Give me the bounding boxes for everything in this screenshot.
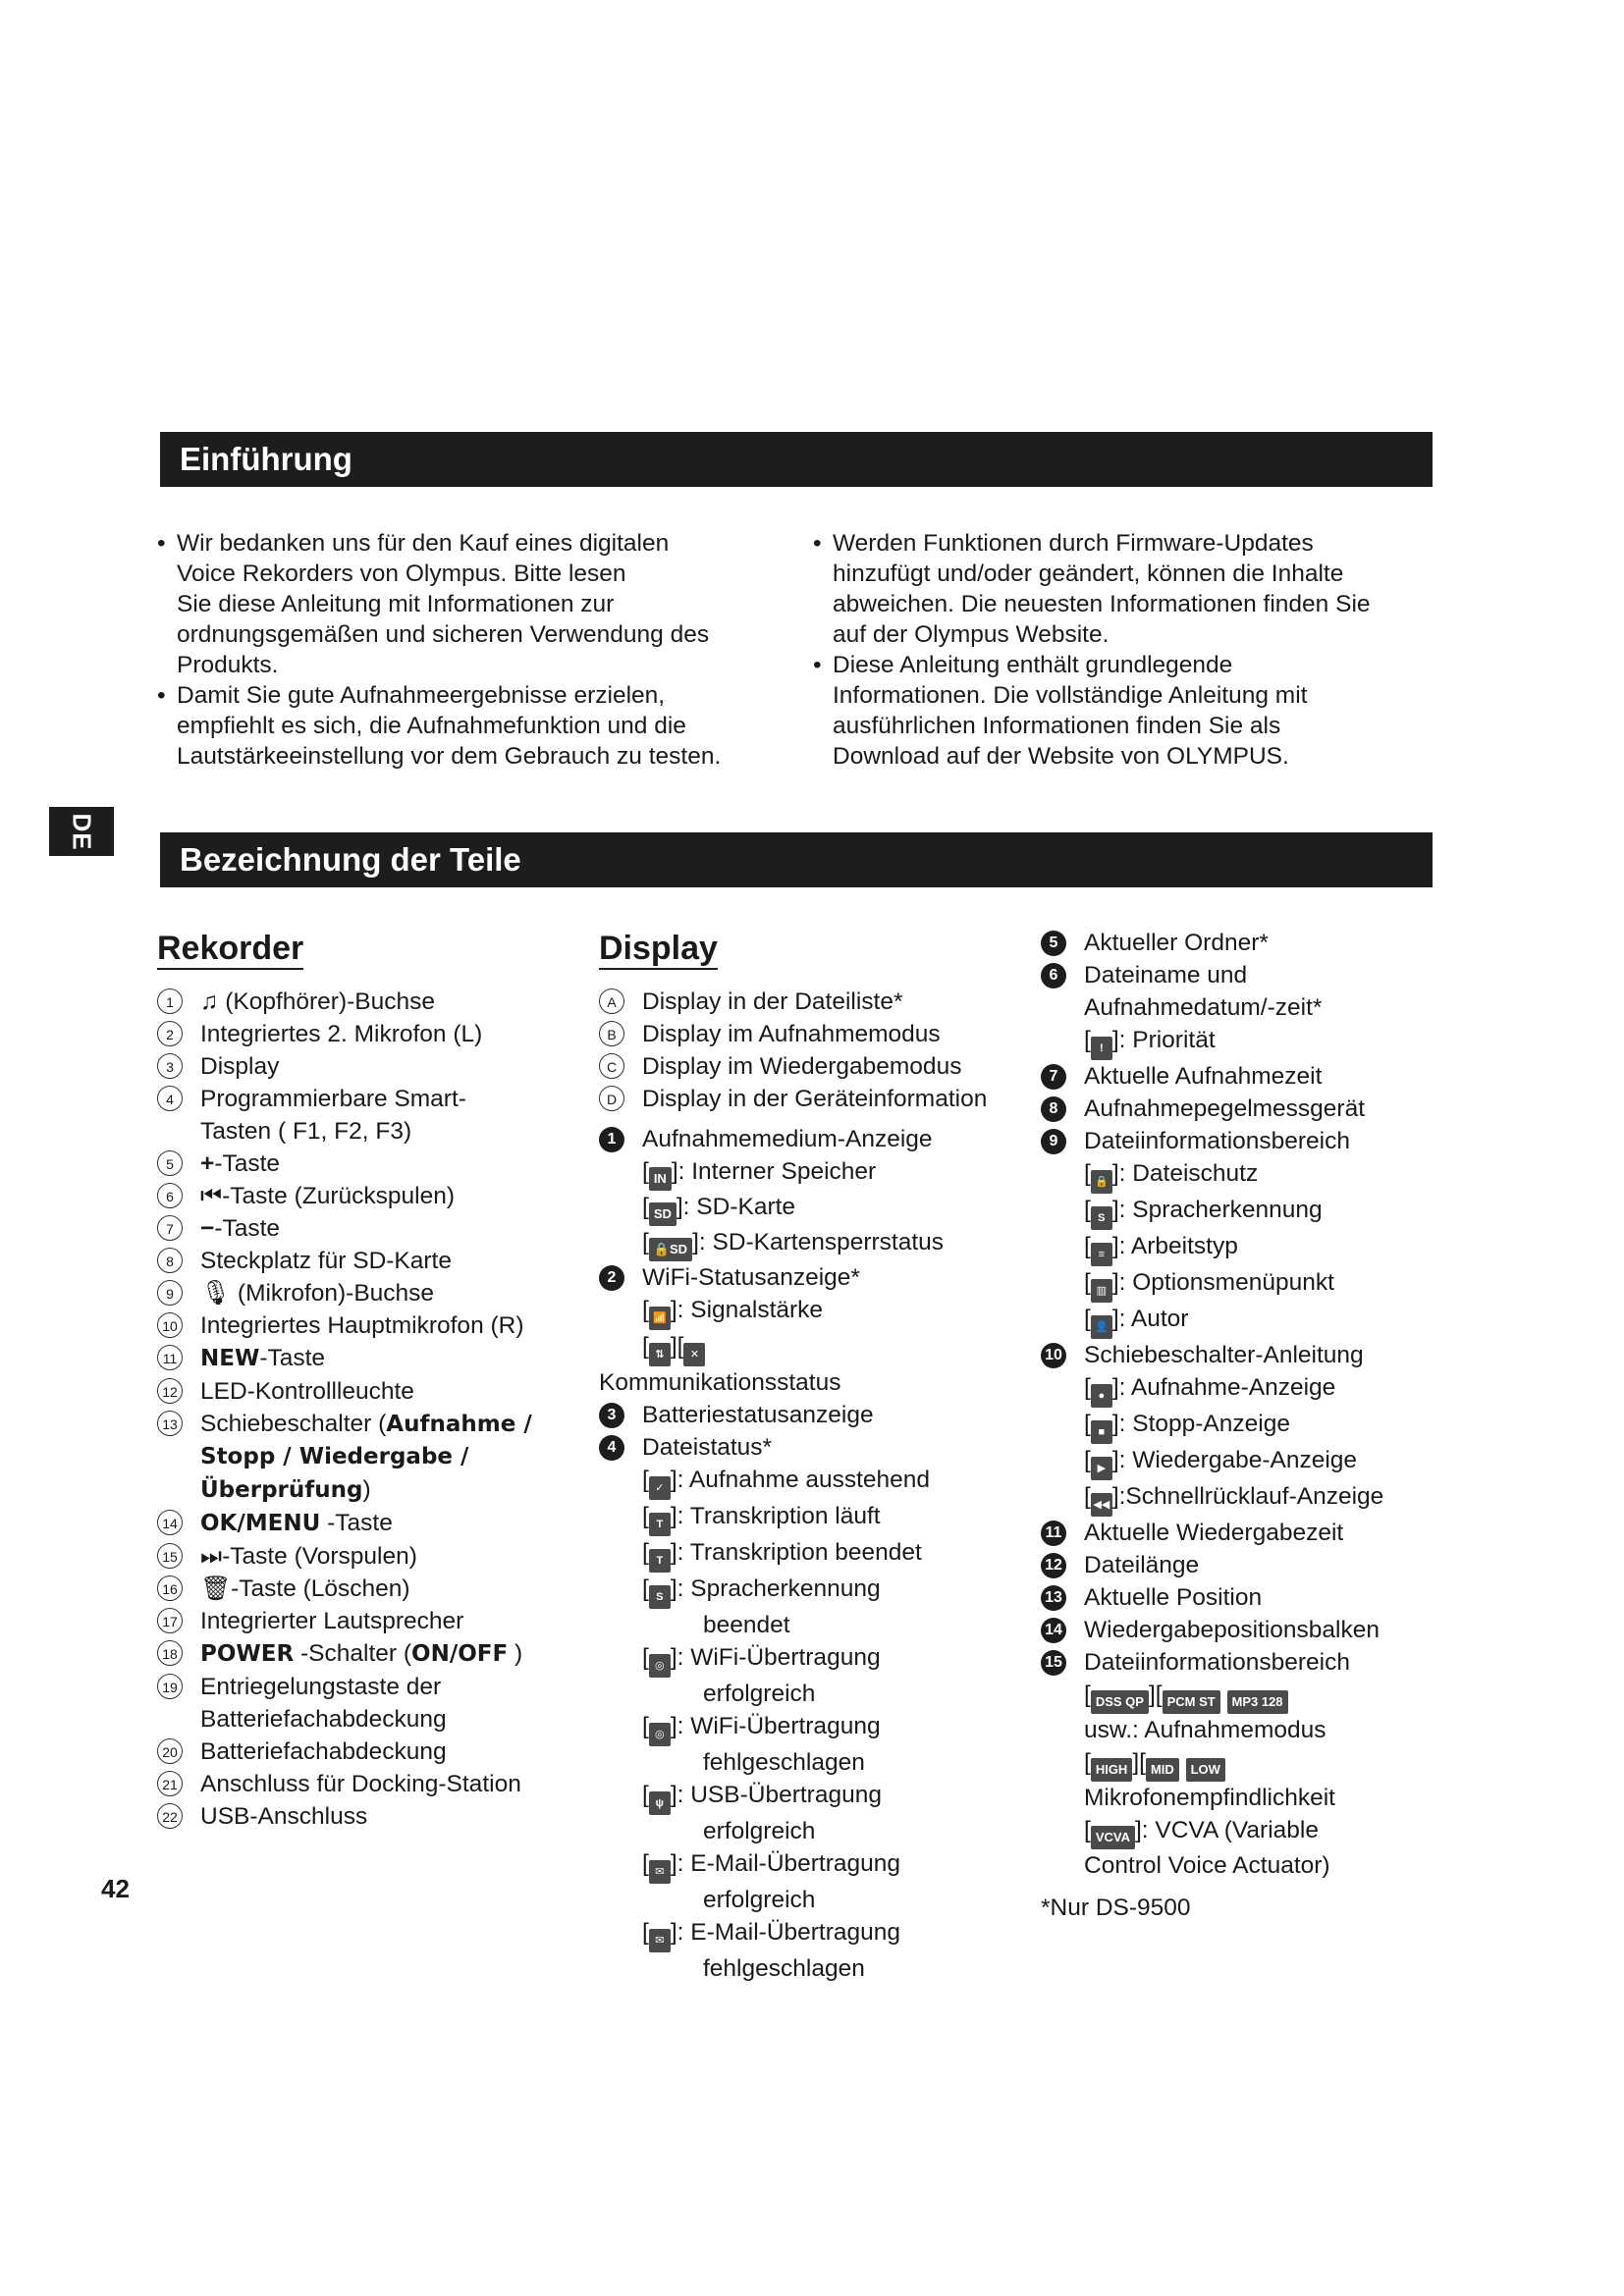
list-item [157, 1212, 589, 1245]
intro-bullet [157, 680, 785, 772]
text-line: • Diese Anleitung enthält grundlegende [833, 652, 1233, 678]
list-item [157, 1050, 589, 1083]
item-number: 17 [157, 1608, 183, 1633]
list-item [157, 1507, 589, 1540]
text-line: hinzufügt und/oder geändert, können die Inhalte [833, 561, 1344, 587]
item-number: 19 [157, 1674, 183, 1699]
text-line: • Damit Sie gute Aufnahmeergebnisse erzielen, [177, 682, 666, 709]
display-heading: Display [599, 929, 718, 970]
item-text: Wiedergabepositionsbalken [1084, 1617, 1380, 1643]
list-item [1041, 1060, 1453, 1093]
sub-text: ]: Spracherkennung [1111, 1197, 1323, 1223]
list-item [157, 1245, 589, 1277]
item-number: 12 [1041, 1553, 1066, 1578]
sub-item: [ IN ]: Interner Speicher [599, 1155, 1031, 1191]
sub-text: ]: Signalstärke [670, 1297, 824, 1323]
list-item [599, 1261, 1031, 1294]
sub-item: [ 🔒 ]: Dateischutz [1041, 1157, 1453, 1194]
text-line: auf der Olympus Website. [833, 621, 1110, 648]
sub-text: ]:Schnellrücklauf-Anzeige [1111, 1483, 1384, 1510]
section-header-einfuehrung [160, 432, 1433, 487]
list-item [157, 1605, 589, 1637]
sub-text-cont: erfolgreich [703, 1887, 816, 1913]
item-number: 12 [157, 1378, 183, 1404]
item-text: Programmierbare Smart- [200, 1086, 466, 1112]
item-number: 13 [1041, 1585, 1066, 1611]
sub-item: [ ◎ ]: WiFi-Übertragung fehlgeschlagen [599, 1710, 1031, 1779]
item-text: Batteriefachabdeckung [200, 1738, 447, 1765]
sub-item: [ 📶 ]: Signalstärke [599, 1294, 1031, 1330]
item-number: 6 [157, 1183, 183, 1208]
item-text: -Taste [214, 1150, 281, 1177]
item-bold-cont: Überprüfung [200, 1477, 363, 1503]
sub-item: [ 👤 ]: Autor [1041, 1303, 1453, 1339]
list-item [1041, 1549, 1453, 1581]
sub-text: ]: WiFi-Übertragung [670, 1713, 881, 1739]
sub-item: [ ≡ ]: Arbeitstyp [1041, 1230, 1453, 1266]
item-text: Schiebeschalter-Anleitung [1084, 1342, 1364, 1368]
sub-item: [ 🔒SD ]: SD-Kartensperrstatus [599, 1226, 1031, 1261]
list-item [1041, 1581, 1453, 1614]
internal-memory-icon: IN [649, 1167, 672, 1191]
item-number: 15 [157, 1543, 183, 1569]
item-bold: NEW [200, 1346, 260, 1371]
item-text: Display im Aufnahmemodus [642, 1021, 941, 1047]
list-item [1041, 1125, 1453, 1157]
item-text: -Taste [214, 1215, 281, 1242]
section-title: Einführung [180, 441, 352, 477]
item-number: 18 [157, 1640, 183, 1666]
item-number: 5 [1041, 931, 1066, 956]
item-text: (Mikrofon)-Buchse [237, 1280, 435, 1307]
sub-item: [ ◎ ]: WiFi-Übertragung erfolgreich [599, 1641, 1031, 1710]
item-number: 3 [157, 1053, 183, 1079]
list-item [157, 1540, 589, 1573]
item-text: Aufnahmemedium-Anzeige [642, 1126, 933, 1152]
item-text: Dateistatus* [642, 1434, 773, 1461]
item-number: 15 [1041, 1650, 1066, 1676]
item-text: LED-Kontrollleuchte [200, 1378, 414, 1405]
sd-lock-icon: 🔒SD [649, 1238, 692, 1261]
intro-bullet [157, 528, 785, 680]
item-text: Display in der Dateiliste* [642, 988, 903, 1015]
stop-icon: ■ [1091, 1420, 1112, 1444]
item-number: 16 [157, 1575, 183, 1601]
item-text: -Taste (Vorspulen) [222, 1543, 417, 1570]
item-bold-cont: Stopp / Wiedergabe / [200, 1444, 469, 1469]
rekorder-heading: Rekorder [157, 929, 303, 970]
text-line: • Werden Funktionen durch Firmware-Updates [833, 530, 1314, 557]
list-item [599, 1399, 1031, 1431]
email-failed-icon: ✉ [649, 1929, 671, 1952]
sub-item: [ VCVA ]: VCVA (Variable [1041, 1814, 1453, 1849]
email-success-icon: ✉ [649, 1860, 671, 1884]
item-text: Aktuelle Position [1084, 1584, 1263, 1611]
mic-text: Mikrofonempfindlichkeit [1084, 1785, 1335, 1811]
sub-text: Kommunikationsstatus [599, 1369, 841, 1396]
sub-text: ]: SD-Karte [676, 1194, 796, 1220]
item-number: 4 [157, 1086, 183, 1111]
list-item [157, 1671, 589, 1735]
sub-item: [ DSS QP ][ PCM ST MP3 128 [1041, 1679, 1453, 1714]
item-text: -Taste [259, 1345, 326, 1371]
sub-text: ]: Autor [1111, 1306, 1189, 1332]
item-text: -Taste (Zurückspulen) [222, 1183, 455, 1209]
list-item [157, 1309, 589, 1342]
sub-text-cont: beendet [703, 1612, 790, 1638]
item-text: USB-Anschluss [200, 1803, 368, 1830]
item-number: 21 [157, 1771, 183, 1796]
item-number: 14 [1041, 1618, 1066, 1643]
item-bold: POWER [200, 1641, 295, 1667]
text-line: Download auf der Website von OLYMPUS. [833, 743, 1289, 770]
sub-text-cont: erfolgreich [703, 1681, 816, 1707]
sub-text: ]: VCVA (Variable [1134, 1817, 1319, 1843]
text-line: Sie diese Anleitung mit Informationen zur [177, 591, 615, 617]
footnote: *Nur DS-9500 [1041, 1895, 1191, 1921]
text-line: abweichen. Die neuesten Informationen finden Sie [833, 591, 1371, 617]
item-text: Display im Wiedergabemodus [642, 1053, 962, 1080]
sub-text: ]: WiFi-Übertragung [670, 1644, 881, 1671]
item-number: 14 [157, 1510, 183, 1535]
list-item [157, 1083, 589, 1148]
sub-item: [ T ]: Transkription beendet [599, 1536, 1031, 1573]
list-item [1041, 1517, 1453, 1549]
mp3-mode-icon: MP3 128 [1227, 1690, 1288, 1714]
item-text: (Kopfhörer)-Buchse [225, 988, 435, 1015]
list-item [599, 1431, 1031, 1464]
display-column-right [1041, 927, 1453, 1924]
list-item [157, 1018, 589, 1050]
item-text: -Taste (Löschen) [231, 1575, 410, 1602]
text-line: empfiehlt es sich, die Aufnahmefunktion und die [177, 713, 686, 739]
intro-left-column [157, 528, 785, 772]
item-number: 9 [157, 1280, 183, 1306]
record-icon: ● [1091, 1384, 1112, 1408]
text-line: Informationen. Die vollständige Anleitung mit [833, 682, 1308, 709]
list-item [157, 1573, 589, 1605]
worktype-icon: ≡ [1091, 1243, 1112, 1266]
wifi-success-icon: ◎ [649, 1654, 671, 1678]
item-text: Aufnahmepegelmessgerät [1084, 1095, 1366, 1122]
list-item [157, 1768, 589, 1800]
list-item [1041, 959, 1453, 1024]
sub-text: ]: Dateischutz [1111, 1160, 1259, 1187]
sub-item: [ ◀◀ ]:Schnellrücklauf-Anzeige [1041, 1480, 1453, 1517]
text-line: Produkts. [177, 652, 279, 678]
sub-item: [ ✉ ]: E-Mail-Übertragung fehlgeschlagen [599, 1916, 1031, 1985]
sub-text-cont: erfolgreich [703, 1818, 816, 1844]
item-bold: ON/OFF [411, 1641, 509, 1667]
item-letter: C [599, 1053, 624, 1079]
list-item [157, 1800, 589, 1833]
sub-item: [ T ]: Transkription läuft [599, 1500, 1031, 1536]
mode-text: usw.: Aufnahmemodus [1084, 1717, 1326, 1743]
sub-item: [ ψ ]: USB-Übertragung erfolgreich [599, 1779, 1031, 1847]
item-text: Display [200, 1053, 280, 1080]
item-number: 4 [599, 1435, 624, 1461]
play-icon: ▶ [1091, 1457, 1112, 1480]
item-text: Dateiinformationsbereich [1084, 1128, 1350, 1154]
intro-bullet [813, 528, 1441, 650]
sub-text: ]: Transkription beendet [670, 1539, 922, 1566]
item-text: Aktueller Ordner* [1084, 930, 1269, 956]
wifi-failed-icon: ◎ [649, 1723, 671, 1746]
sub-text: ]: Aufnahme-Anzeige [1111, 1374, 1336, 1401]
sub-text: ]: Wiedergabe-Anzeige [1111, 1447, 1358, 1473]
item-text: Dateiname und [1084, 962, 1248, 988]
priority-icon: ! [1091, 1037, 1112, 1060]
item-text: Integriertes Hauptmikrofon (R) [200, 1312, 524, 1339]
sub-text: ]: Stopp-Anzeige [1111, 1411, 1290, 1437]
sub-item: [ ▥ ]: Optionsmenüpunkt [1041, 1266, 1453, 1303]
display-column [599, 929, 1031, 1985]
list-item [599, 1018, 1031, 1050]
sub-item: [ ■ ]: Stopp-Anzeige [1041, 1408, 1453, 1444]
minus-icon: − [200, 1215, 215, 1242]
intro-right-column [813, 528, 1441, 772]
item-number: 7 [157, 1215, 183, 1241]
speech-recognition-icon: S [649, 1585, 671, 1609]
usb-icon: ψ [649, 1791, 671, 1815]
transcribed-icon: T [649, 1549, 671, 1573]
sub-item: [ ✉ ]: E-Mail-Übertragung erfolgreich [599, 1847, 1031, 1916]
section-header-teile [160, 832, 1433, 887]
sub-text: ]: E-Mail-Übertragung [670, 1919, 901, 1946]
item-bold: OK/MENU [200, 1511, 321, 1536]
pcm-mode-icon: PCM ST [1163, 1690, 1220, 1714]
wifi-signal-icon: 📶 [649, 1307, 671, 1330]
sub-text: ]: SD-Kartensperrstatus [692, 1229, 945, 1255]
list-item [1041, 1093, 1453, 1125]
item-number: 9 [1041, 1129, 1066, 1154]
sub-text: ]: E-Mail-Übertragung [670, 1850, 901, 1877]
text-line: ordnungsgemäßen und sicheren Verwendung des [177, 621, 710, 648]
item-number: 6 [1041, 963, 1066, 988]
item-bold: Aufnahme / [386, 1412, 532, 1437]
language-tab-label: DE [67, 812, 97, 851]
item-text: Aktuelle Wiedergabezeit [1084, 1520, 1344, 1546]
item-number: 10 [1041, 1343, 1066, 1368]
rewind-icon: ⏮ [200, 1183, 223, 1209]
option-icon: ▥ [1091, 1279, 1112, 1303]
list-item [599, 1050, 1031, 1083]
item-text: Aktuelle Aufnahmezeit [1084, 1063, 1323, 1090]
item-text: -Taste [320, 1510, 393, 1536]
sub-text: ]: Optionsmenüpunkt [1111, 1269, 1334, 1296]
intro-bullet [813, 650, 1441, 772]
list-item [599, 1083, 1031, 1115]
list-item [157, 1148, 589, 1180]
item-text-cont: Aufnahmedatum/-zeit* [1084, 994, 1323, 1021]
item-number: 11 [157, 1345, 183, 1370]
vcva-text-cont: Control Voice Actuator) [1084, 1852, 1330, 1879]
sub-text-cont: fehlgeschlagen [703, 1955, 865, 1982]
list-item [157, 1375, 589, 1408]
sd-card-icon: SD [649, 1202, 677, 1226]
language-tab [49, 807, 114, 856]
text-line: • Wir bedanken uns für den Kauf eines digitalen [177, 530, 670, 557]
rekorder-column [157, 929, 589, 1833]
item-number: 5 [157, 1150, 183, 1176]
item-letter: A [599, 988, 624, 1014]
rewind-icon: ◀◀ [1091, 1493, 1112, 1517]
transcribing-icon: T [649, 1513, 671, 1536]
item-text: Batteriestatusanzeige [642, 1402, 874, 1428]
fast-forward-icon: ⏭ [200, 1543, 223, 1570]
mic-low-icon: LOW [1186, 1758, 1225, 1782]
mic-high-icon: HIGH [1091, 1758, 1133, 1782]
item-number: 10 [157, 1312, 183, 1338]
headphone-icon: ♫ [200, 988, 226, 1015]
sub-item: [ ● ]: Aufnahme-Anzeige [1041, 1371, 1453, 1408]
list-item [1041, 1339, 1453, 1371]
microphone-icon: 🎙 [200, 1280, 238, 1307]
sub-text: ]: Arbeitstyp [1111, 1233, 1238, 1259]
item-number: 8 [1041, 1096, 1066, 1122]
item-text: Dateiinformationsbereich [1084, 1649, 1350, 1676]
item-text: Anschluss für Docking-Station [200, 1771, 521, 1797]
no-transfer-icon: ✕ [683, 1343, 705, 1366]
sub-item: [ SD ]: SD-Karte [599, 1191, 1031, 1226]
item-number: 13 [157, 1411, 183, 1436]
sub-text: ]: Spracherkennung [670, 1575, 881, 1602]
list-item [157, 1735, 589, 1768]
author-icon: 👤 [1091, 1315, 1112, 1339]
item-number: 11 [1041, 1521, 1066, 1546]
list-item [1041, 927, 1453, 959]
sub-item: [ ⇅ ][ ✕ Kommunikationsstatus [599, 1330, 1031, 1399]
list-item [1041, 1646, 1453, 1679]
sub-text: ]: Transkription läuft [670, 1503, 881, 1529]
list-item [157, 1342, 589, 1375]
item-text: -Schalter ( [294, 1640, 412, 1667]
item-number: 8 [157, 1248, 183, 1273]
item-text-cont: Batteriefachabdeckung [200, 1706, 447, 1733]
list-item [157, 1637, 589, 1671]
item-text: Integrierter Lautsprecher [200, 1608, 464, 1634]
item-number: 1 [599, 1127, 624, 1152]
item-text: Display in der Geräteinformation [642, 1086, 988, 1112]
item-number: 1 [157, 988, 183, 1014]
text-line: ausführlichen Informationen finden Sie als [833, 713, 1281, 739]
item-number: 2 [599, 1265, 624, 1291]
item-text: Dateilänge [1084, 1552, 1200, 1578]
sub-text: ]: Aufnahme ausstehend [670, 1467, 931, 1493]
vcva-icon: VCVA [1091, 1826, 1135, 1849]
sub-text: ]: Interner Speicher [671, 1158, 877, 1185]
sub-text-cont: fehlgeschlagen [703, 1749, 865, 1776]
list-item [157, 1408, 589, 1507]
lock-icon: 🔒 [1091, 1170, 1112, 1194]
page-number: 42 [101, 1874, 130, 1903]
plus-icon: + [200, 1150, 215, 1177]
list-item [157, 1180, 589, 1212]
sub-item: [ ! ]: Priorität [1041, 1024, 1453, 1060]
section-title: Bezeichnung der Teile [180, 841, 521, 878]
item-text: Schiebeschalter ( [200, 1411, 387, 1437]
sub-item: [ HIGH ][ MID LOW [1041, 1746, 1453, 1782]
item-text: ) [362, 1476, 371, 1503]
item-number: 3 [599, 1403, 624, 1428]
text-line: Voice Rekorders von Olympus. Bitte lesen [177, 561, 626, 587]
trash-icon: 🗑 [200, 1575, 232, 1602]
item-text: ) [508, 1640, 523, 1667]
item-number: 22 [157, 1803, 183, 1829]
list-item [157, 986, 589, 1018]
item-letter: B [599, 1021, 624, 1046]
sub-text: ]: Priorität [1111, 1027, 1216, 1053]
sub-text: ]: USB-Übertragung [670, 1782, 882, 1808]
item-text: Integriertes 2. Mikrofon (L) [200, 1021, 483, 1047]
item-text: Steckplatz für SD-Karte [200, 1248, 452, 1274]
item-number: 7 [1041, 1064, 1066, 1090]
list-item [599, 1123, 1031, 1155]
mic-mid-icon: MID [1146, 1758, 1179, 1782]
item-number: 20 [157, 1738, 183, 1764]
sub-item: [ ▶ ]: Wiedergabe-Anzeige [1041, 1444, 1453, 1480]
sub-item: [ ✓ ]: Aufnahme ausstehend [599, 1464, 1031, 1500]
sub-item: [ S ]: Spracherkennung beendet [599, 1573, 1031, 1641]
text-line: Lautstärkeeinstellung vor dem Gebrauch zu testen. [177, 743, 722, 770]
dss-mode-icon: DSS QP [1091, 1690, 1149, 1714]
item-text: Entriegelungstaste der [200, 1674, 442, 1700]
item-text-cont: Tasten ( F1, F2, F3) [200, 1118, 412, 1145]
list-item [157, 1277, 589, 1309]
item-text: WiFi-Statusanzeige* [642, 1264, 860, 1291]
item-number: 2 [157, 1021, 183, 1046]
sub-item: [ S ]: Spracherkennung [1041, 1194, 1453, 1230]
speech-recognition-icon: S [1091, 1206, 1112, 1230]
pending-icon: ✓ [649, 1476, 671, 1500]
list-item [599, 986, 1031, 1018]
item-letter: D [599, 1086, 624, 1111]
transfer-icon: ⇅ [649, 1343, 671, 1366]
list-item [1041, 1614, 1453, 1646]
